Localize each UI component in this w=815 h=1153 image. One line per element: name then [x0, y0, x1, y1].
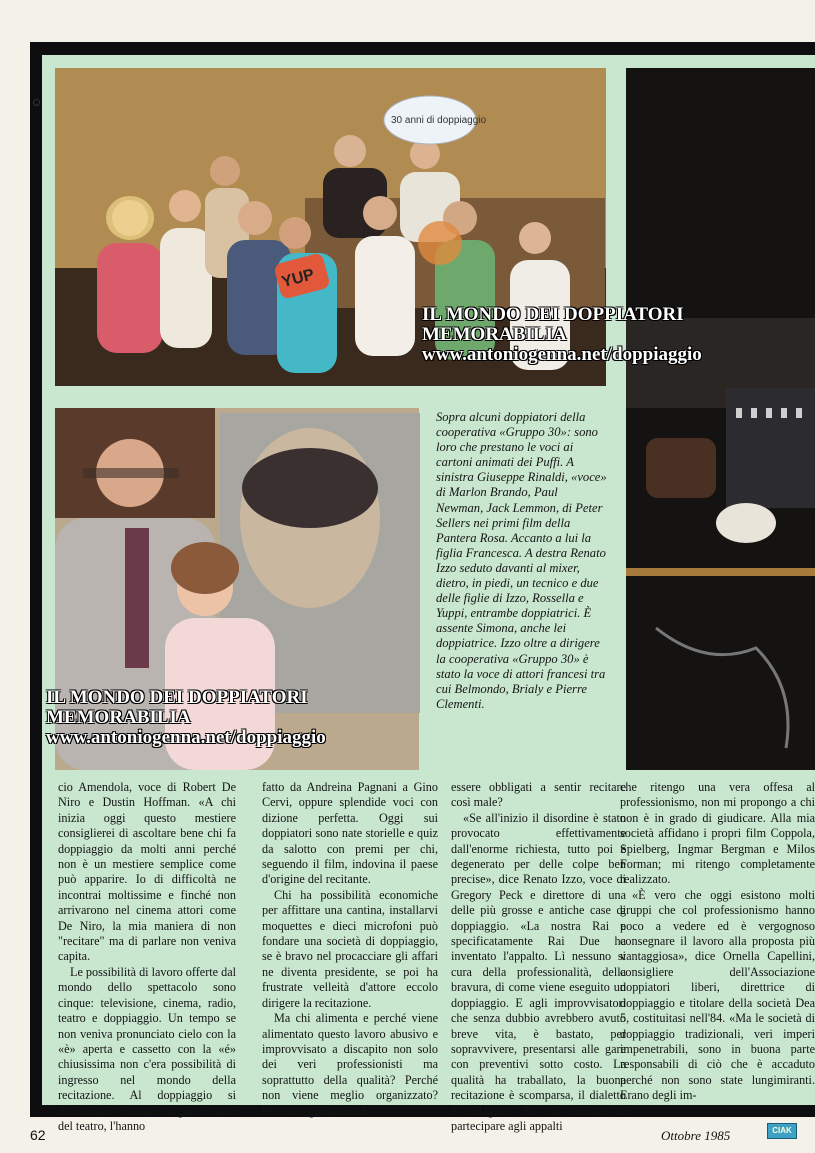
article-column-3	[451, 780, 626, 1133]
watermark-line: IL MONDO DEI DOPPIATORI	[422, 304, 684, 325]
watermark-top	[422, 305, 702, 365]
issue-date: Ottobre 1985	[661, 1128, 731, 1143]
paragraph: «È vero che oggi esistono molti gruppi che col professionismo hanno poco a vedere ed è vergognoso consegnare il lavoro alla proposta più vantaggiosa», dice Ornella Capellini, consigliere dell'Associazione doppiatori liberi, direttrice di doppiaggio e titolare della società Dea 5, costituitasi nell'84. «Ma le società di doppiaggio tradizionali, veri imperi impenetrabili, sono in buona parte responsabili di ciò che è accaduto perché non sono state lungimiranti. Erano degli im-	[620, 887, 815, 1103]
watermark-url: www.antoniogenna.net/doppiaggio	[422, 344, 702, 365]
article-column-4	[620, 780, 815, 1110]
watermark-line: IL MONDO DEI DOPPIATORI	[46, 687, 308, 708]
paragraph: cio Amendola, voce di Robert De Niro e Dustin Hoffman. «A chi inizia oggi questo mestiere consiglierei di ascoltare bene chi fa doppiaggio da molti anni perché non è un mestiere semplice come può apparire. Io di difficoltà ne incontrai moltissime e finché non arrivarono nel cinema attori come De Niro, la mia maniera di non "recitare" ma di parlare non veniva capita.	[58, 780, 236, 964]
watermark-bottom	[46, 688, 326, 748]
yup-prop-text: YUP	[279, 266, 317, 292]
photo-caption: Sopra alcuni doppiatori della cooperativa «Gruppo 30»: sono loro che prestano le voci ai cartoni animati dei Puffi. A sinistra Giuseppe Rinaldi, «voce» di Marlon Brando, Paul Newman, Jack Lemmon, di Peter Sellers nei primi film della Pantera Rosa. Accanto a lui la figlia Francesca. A destra Renato Izzo seduto davanti al mixer, dietro, in piedi, un tecnico e due delle figlie di Izzo, Rossella e Yuppi, entrambe doppiatrici. È assente Simona, anche lei doppiatrice. Izzo oltre a dirigere la cooperativa «Gruppo 30» è stato la voce di attori francesi tra cui Belmondo, Brialy e Pierre Clementi.	[436, 410, 607, 711]
watermark-url: www.antoniogenna.net/doppiaggio	[46, 727, 326, 748]
page-number: 62	[30, 1127, 46, 1143]
mixer-room-photo	[626, 68, 815, 770]
magazine-logo: CIAK	[767, 1123, 797, 1139]
paragraph: Chi ha possibilità economiche per affittare una cantina, installarvi moquettes e dieci microfoni può fondare una società di doppiaggio, se è bravo nel procacciare gli affari ne diventa presidente, se poi ha frustrate velleità d'attore eccolo dirigere la recitazione.	[262, 887, 438, 1010]
paragraph: Ma chi alimenta e perché viene alimentato questo lavoro abusivo e improvvisato a discapito non solo dei veri professionisti ma soprattutto della qualità? Perché non viene meglio organizzato? Perché seguitiamo ad	[262, 1011, 438, 1118]
watermark-line: MEMORABILIA	[46, 707, 191, 728]
sign-text: 30 anni di doppiaggio	[391, 115, 487, 126]
paragraph: che ritengo una vera offesa al professionismo, non mi propongo a chi non è in grado di giudicare. Alla mia società affidano i propri film Coppola, Spielberg, Ingmar Bergman e Milos Forman; mi ritengo completamente realizzato.	[620, 780, 815, 887]
mixer-room-illustration	[626, 68, 815, 770]
paragraph: essere obbligati a sentir recitare così male?	[451, 780, 626, 810]
paragraph: «Se all'inizio il disordine è stato provocato effettivamente dall'enorme richiesta, tutto poi è degenerato per delle colpe ben precise», dice Renato Izzo, voce di Gregory Peck e direttore di una delle più grosse e antiche case di doppiaggio. «La nostra Rai e specificatamente Rai Due ha inventato l'appalto. Lì nessuno si cura della professionalità, della bravura, di come viene eseguito un doppiaggio. E agli improvvisatori che senza dubbio avrebbero avuto breve vita, è bastato, per sopravvivere, presentarsi alle gare con preventivi sotto costo. La qualità ha traballato, la buona recitazione è scomparsa, il dialetto è dilagato. Io mi rifiuto di partecipare agli appalti	[451, 810, 626, 1133]
watermark-line: MEMORABILIA	[422, 324, 567, 345]
scan-mark	[33, 99, 40, 106]
paragraph: fatto da Andreina Pagnani a Gino Cervi, oppure splendide voci con dizione perfetta. Oggi sui doppiatori sono nate storielle e quiz da salotto con premi per chi, seguendo il film, indovina il paese d'origine del recitante.	[262, 780, 438, 887]
article-column-2	[262, 780, 438, 1118]
paragraph: Le possibilità di lavoro offerte dal mondo dello spettacolo sono cinque: televisione, cinema, radio, teatro e doppiaggio. Un tempo se non veniva pronunciato cielo con la «è» aperta e cassetto con la «é» chiusissima non c'era possibilità di ingresso nel mondo della recitazione. Al doppiaggio si dedicavano i nostri migliori attori del teatro, l'hanno	[58, 964, 236, 1133]
article-column-1	[58, 780, 236, 1133]
